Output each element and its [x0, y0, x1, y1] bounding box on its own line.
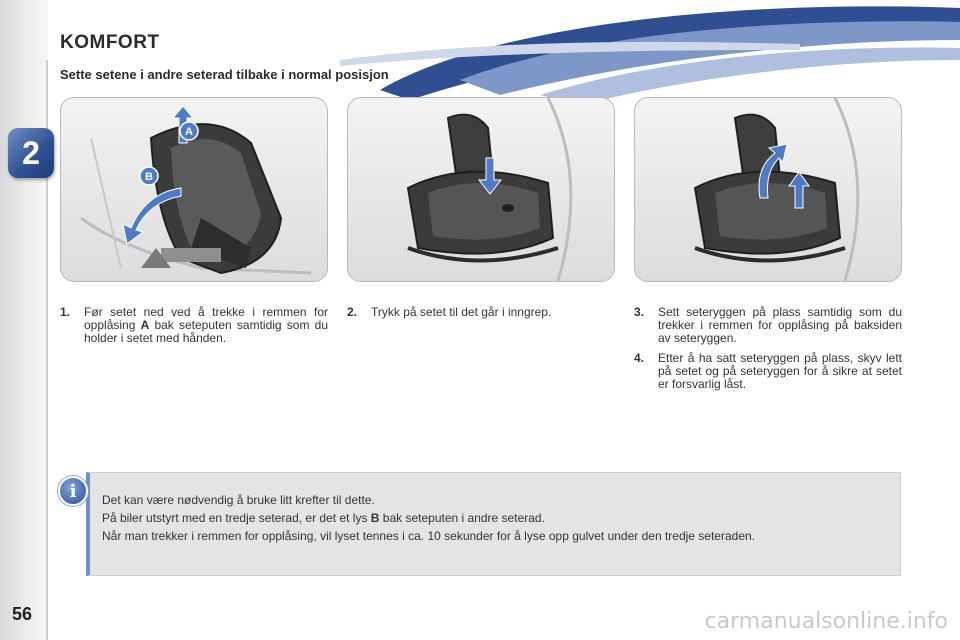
step-text: Sett seteryggen på plass samtidig som du trekker i remmen for opplåsing på baksiden av seteryggen.	[658, 305, 902, 345]
chapter-tab: 2	[8, 128, 54, 178]
step-item	[347, 306, 615, 319]
seat-illustration-1	[61, 98, 327, 281]
label-b-badge	[140, 167, 158, 185]
step-number: 1.	[60, 305, 71, 319]
figure-raise-backrest	[634, 97, 902, 282]
step-item	[634, 306, 902, 345]
section-title: KOMFORT	[60, 32, 160, 53]
step-item	[60, 306, 328, 345]
figure-press-seat	[347, 97, 615, 282]
steps-column-2	[347, 306, 615, 326]
label-a-badge	[180, 122, 198, 140]
steps-column-1	[60, 306, 328, 352]
page-subtitle: Sette setene i andre seterad tilbake i normal posisjon	[60, 67, 389, 82]
seat-illustration-2	[348, 98, 614, 281]
step-number: 2.	[347, 305, 358, 319]
step-text: Før setet ned ved å trekke i remmen for opplåsing A bak seteputen samtidig som du holder i setet med hånden.	[84, 305, 328, 345]
step-item	[634, 352, 902, 391]
svg-text:A: A	[185, 126, 193, 138]
info-paragraph: På biler utstyrt med en tredje seterad, er det et lys B bak seteputen i andre seterad.	[102, 511, 545, 525]
info-paragraph: Det kan være nødvendig å bruke litt krefter til dette.	[102, 493, 375, 507]
watermark: carmanualsonline.info	[704, 609, 948, 634]
step-number: 4.	[634, 351, 645, 365]
step-text: Trykk på setet til det går i inngrep.	[371, 305, 552, 319]
page-number: 56	[12, 604, 33, 624]
page-sidebar	[0, 0, 48, 640]
svg-text:B: B	[145, 171, 153, 183]
info-text	[102, 494, 892, 548]
header-swoosh-graphic	[340, 0, 960, 110]
info-icon: i	[58, 476, 88, 506]
figure-fold-seat	[60, 97, 328, 282]
step-text: Etter å ha satt seteryggen på plass, skyv lett på setet og på seteryggen for å sikre at setet er forsvarlig låst.	[658, 351, 902, 391]
seat-illustration-3	[635, 98, 901, 281]
steps-column-3	[634, 306, 902, 398]
info-paragraph: Når man trekker i remmen for opplåsing, vil lyset tennes i ca. 10 sekunder for å lyse opp gulvet under den tredje seteraden.	[102, 529, 756, 543]
step-number: 3.	[634, 305, 645, 319]
